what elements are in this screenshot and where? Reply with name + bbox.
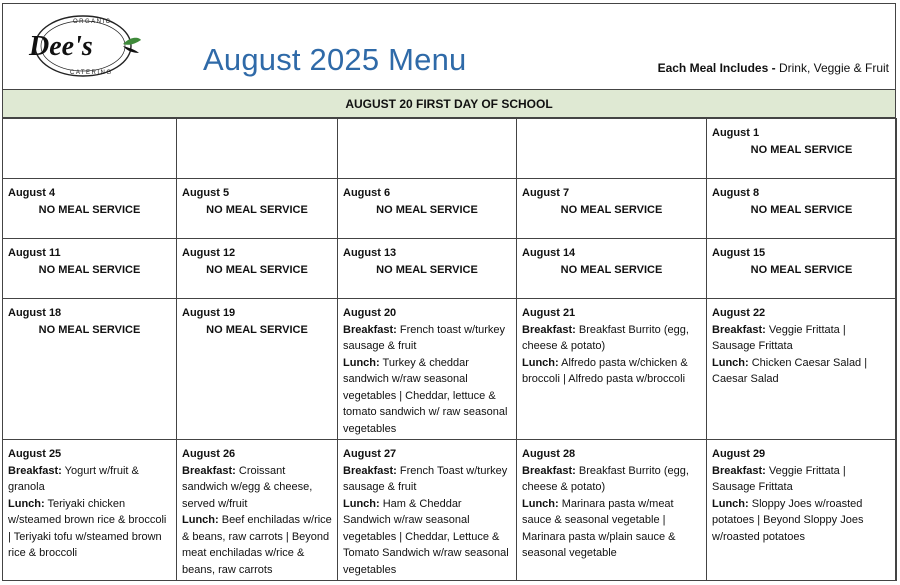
no-meal-service-label: NO MEAL SERVICE <box>750 203 853 216</box>
day-cell <box>338 119 517 179</box>
day-cell <box>338 299 517 440</box>
page-title: August 2025 Menu <box>203 42 467 77</box>
day-date: August 25 <box>8 448 62 460</box>
lunch-entry <box>712 355 891 388</box>
breakfast-text: French Toast w/turkey sausage & fruit <box>343 464 508 493</box>
day-cell <box>3 239 177 299</box>
breakfast-text: Veggie Frittata | Sausage Frittata <box>712 464 846 493</box>
day-date: August 19 <box>182 307 236 319</box>
no-meal-service-label: NO MEAL SERVICE <box>38 203 141 216</box>
day-date: August 21 <box>522 307 576 319</box>
day-cell <box>338 440 517 581</box>
logo-arc-top: ORGANIC <box>73 19 112 25</box>
no-meal-service-label: NO MEAL SERVICE <box>376 203 478 216</box>
day-cell <box>707 179 897 239</box>
day-date: August 15 <box>712 247 766 259</box>
no-meal-service-label: NO MEAL SERVICE <box>750 263 853 276</box>
day-date: August 11 <box>8 247 61 259</box>
day-cell <box>177 239 338 299</box>
breakfast-label: Breakfast: <box>343 323 397 336</box>
day-cell <box>3 119 177 179</box>
lunch-text: Chicken Caesar Salad | Caesar Salad <box>712 356 868 385</box>
lunch-text: Sloppy Joes w/roasted potatoes | Beyond Sloppy Joes w/roasted potatoes <box>712 497 864 543</box>
breakfast-text: Veggie Frittata | Sausage Frittata <box>712 323 846 352</box>
lunch-entry <box>8 496 171 562</box>
day-cell <box>3 299 177 440</box>
day-cell <box>177 119 338 179</box>
lunch-entry <box>522 496 701 562</box>
day-cell <box>707 299 897 440</box>
day-cell <box>338 239 517 299</box>
header <box>3 4 895 90</box>
day-cell <box>707 119 897 179</box>
breakfast-text: Yogurt w/fruit & granola <box>8 464 139 493</box>
day-cell <box>177 299 338 440</box>
breakfast-text: Croissant sandwich w/egg & cheese, served w/fruit <box>182 464 313 510</box>
first-day-banner: AUGUST 20 FIRST DAY OF SCHOOL <box>3 90 895 118</box>
logo-arc-bottom: CATERING <box>70 70 113 76</box>
breakfast-label: Breakfast: <box>8 464 62 477</box>
no-meal-service-label: NO MEAL SERVICE <box>560 263 663 276</box>
menu-calendar <box>2 118 897 581</box>
day-cell <box>177 440 338 581</box>
lunch-entry <box>182 512 332 578</box>
breakfast-label: Breakfast: <box>522 323 576 336</box>
day-date: August 6 <box>343 187 391 199</box>
breakfast-entry <box>8 463 171 496</box>
lunch-label: Lunch: <box>712 497 749 510</box>
day-date: August 1 <box>712 127 760 139</box>
lunch-label: Lunch: <box>182 514 219 526</box>
no-meal-service-label: NO MEAL SERVICE <box>376 263 478 276</box>
lunch-text: Teriyaki chicken w/steamed brown rice & broccoli | Teriyaki tofu w/steamed brown rice & broccoli <box>8 497 167 559</box>
week-row <box>3 299 897 440</box>
lunch-label: Lunch: <box>522 356 559 369</box>
day-cell <box>517 239 707 299</box>
lunch-entry <box>522 355 701 388</box>
lunch-label: Lunch: <box>8 497 45 510</box>
lunch-entry <box>343 355 511 438</box>
day-cell <box>517 440 707 581</box>
day-date: August 29 <box>712 448 766 460</box>
no-meal-service-label: NO MEAL SERVICE <box>750 143 853 156</box>
day-date: August 22 <box>712 307 766 319</box>
no-meal-service-label: NO MEAL SERVICE <box>206 203 308 216</box>
no-meal-service-label: NO MEAL SERVICE <box>560 203 663 216</box>
lunch-entry <box>343 496 511 579</box>
no-meal-service-label: NO MEAL SERVICE <box>38 323 141 336</box>
day-date: August 18 <box>8 307 62 319</box>
day-date: August 12 <box>182 247 236 259</box>
meal-includes-note <box>658 61 889 75</box>
lunch-label: Lunch: <box>343 497 380 510</box>
lunch-text: Beef enchiladas w/rice & beans, raw carrots | Beyond meat enchiladas w/rice & beans, raw carrots <box>182 514 332 576</box>
lunch-text: Ham & Cheddar Sandwich w/raw seasonal vegetables | Cheddar, Lettuce & Tomato Sandwich w/raw seasonal vegetables <box>343 497 509 576</box>
lunch-text: Turkey & cheddar sandwich w/raw seasonal vegetables | Cheddar, lettuce & tomato sandwich w/ raw seasonal vegetables <box>343 356 508 435</box>
day-cell <box>338 179 517 239</box>
week-row <box>3 119 897 179</box>
breakfast-label: Breakfast: <box>712 464 766 477</box>
day-date: August 14 <box>522 247 576 259</box>
deés-logo <box>23 10 143 80</box>
day-cell <box>517 119 707 179</box>
breakfast-entry <box>182 463 332 513</box>
breakfast-text: Breakfast Burrito (egg, cheese & potato) <box>522 464 689 493</box>
breakfast-entry <box>343 463 511 496</box>
no-meal-service-label: NO MEAL SERVICE <box>38 263 141 276</box>
lunch-text: Marinara pasta w/meat sauce & seasonal vegetable | Marinara pasta w/plain sauce & seasonal vegetable <box>522 497 676 559</box>
lunch-label: Lunch: <box>343 356 380 369</box>
day-cell <box>707 440 897 581</box>
lunch-label: Lunch: <box>522 497 559 510</box>
day-date: August 20 <box>343 307 397 319</box>
day-cell <box>707 239 897 299</box>
day-cell <box>517 179 707 239</box>
breakfast-text: French toast w/turkey sausage & fruit <box>343 323 506 352</box>
includes-value: Drink, Veggie & Fruit <box>775 61 889 75</box>
day-date: August 13 <box>343 247 397 259</box>
menu-frame <box>2 3 896 581</box>
no-meal-service-label: NO MEAL SERVICE <box>206 263 308 276</box>
day-date: August 7 <box>522 187 570 199</box>
logo-graphic <box>23 10 143 80</box>
lunch-text: Alfredo pasta w/chicken & broccoli | Alfredo pasta w/broccoli <box>522 356 688 385</box>
breakfast-label: Breakfast: <box>182 464 236 477</box>
day-date: August 4 <box>8 187 56 199</box>
week-row <box>3 440 897 581</box>
lunch-entry <box>712 496 891 546</box>
day-cell <box>3 440 177 581</box>
day-cell <box>177 179 338 239</box>
breakfast-label: Breakfast: <box>522 464 576 477</box>
day-cell <box>3 179 177 239</box>
logo-wordmark: Dee's <box>29 31 93 62</box>
breakfast-label: Breakfast: <box>343 464 397 477</box>
week-row <box>3 179 897 239</box>
day-date: August 28 <box>522 448 576 460</box>
day-date: August 27 <box>343 448 397 460</box>
day-date: August 26 <box>182 448 236 460</box>
breakfast-entry <box>712 463 891 496</box>
week-row <box>3 239 897 299</box>
breakfast-text: Breakfast Burrito (egg, cheese & potato) <box>522 323 689 352</box>
breakfast-entry <box>712 322 891 355</box>
breakfast-entry <box>343 322 511 355</box>
breakfast-entry <box>522 322 701 355</box>
includes-label: Each Meal Includes - <box>657 61 776 75</box>
breakfast-entry <box>522 463 701 496</box>
breakfast-label: Breakfast: <box>712 323 766 336</box>
no-meal-service-label: NO MEAL SERVICE <box>206 323 308 336</box>
lunch-label: Lunch: <box>712 356 749 369</box>
day-date: August 8 <box>712 187 760 199</box>
day-cell <box>517 299 707 440</box>
day-date: August 5 <box>182 187 230 199</box>
